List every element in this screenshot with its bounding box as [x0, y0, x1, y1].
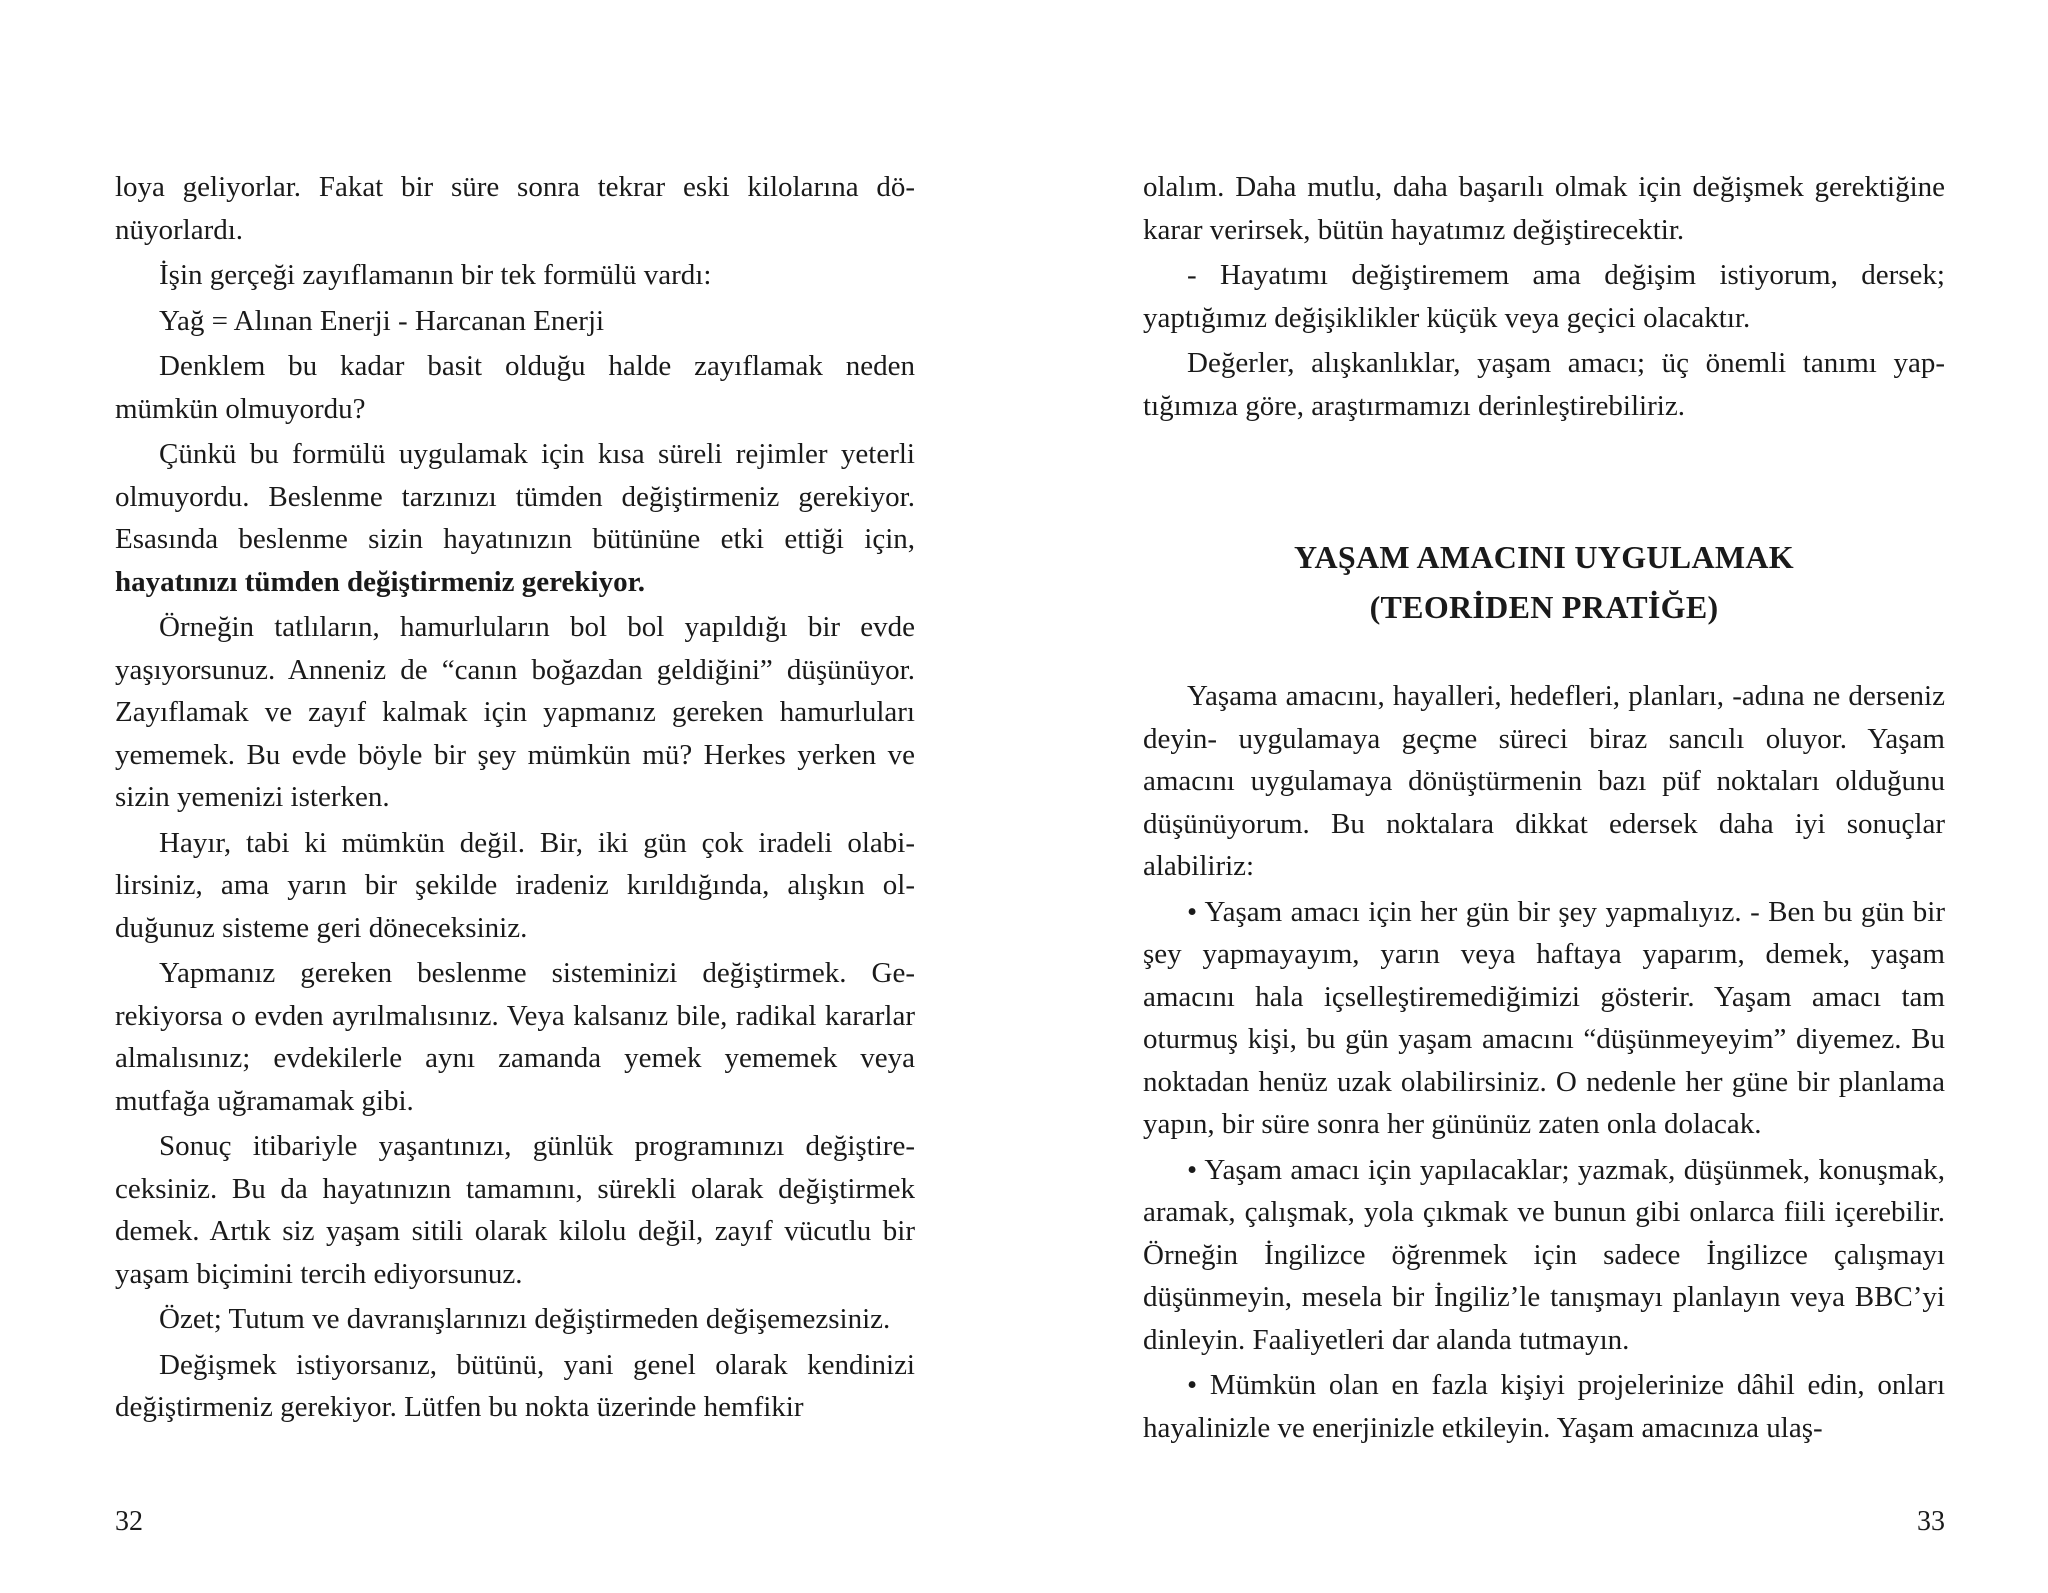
formula-line: Yağ = Alınan Enerji - Harcanan Enerji	[159, 304, 605, 337]
right-page	[1024, 0, 2048, 1593]
bullet-paragraph: • Yaşam amacı için yapılacaklar; yazmak, düşünmek, konuşmak, aramak, çalışmak, yola çıkmak ve bunun gibi onlarca fiili içerebilir. Örneğin İngilizce öğrenmek için sadece İngilizce çalışmayı düşünmeyin, mesela bir İngiliz’le tanışmayı planlayın veya BBC’yi dinleyin. Faaliyetleri dar alanda tutmayın.	[1143, 1153, 1945, 1356]
paragraph: loya geliyorlar. Fakat bir süre sonra tekrar eski kilolarına dönüyorlardı.	[115, 171, 915, 246]
paragraph: Değerler, alışkanlıklar, yaşam amacı; üç önemli tanımı yaptığımıza göre, araştırmamızı derinleştirebiliriz.	[1143, 347, 1945, 422]
paragraph: - Hayatımı değiştiremem ama değişim istiyorum, dersek; yaptığımız değişiklikler küçük veya geçici olacaktır.	[1143, 259, 1945, 334]
section-heading-line: YAŞAM AMACINI UYGULAMAK	[1294, 539, 1794, 575]
section-heading	[1143, 532, 1945, 632]
paragraph: Özet; Tutum ve davranışlarınızı değiştirmeden değişemezsiniz.	[159, 1303, 891, 1335]
paragraph: Denklem bu kadar basit olduğu halde zayıflamak neden mümkün olmuyordu?	[115, 350, 915, 425]
paragraph-text: Çünkü bu formülü uygulamak için kısa süreli rejimler yeterli olmuyordu. Beslenme tarzınızı tümden değiştirmeniz gerekiyor. Esasında beslenme sizin hayatınızın bütününe etki ettiği için,	[115, 438, 915, 555]
bullet-paragraph: • Mümkün olan en fazla kişiyi projelerinize dâhil edin, onları hayalinizle ve enerjinizle etkileyin. Yaşam amacınıza ulaş-	[1143, 1369, 1945, 1444]
paragraph: Örneğin tatlıların, hamurluların bol bol yapıldığı bir evde yaşıyorsunuz. Anneniz de “canın boğazdan geldiğini” düşünüyor. Zayıflamak ve zayıf kalmak için yapmanız gereken hamurluları yememek. Bu evde böyle bir şey mümkün mü? Herkes yerken ve sizin yemenizi isterken.	[115, 611, 915, 813]
paragraph: Yaşama amacını, hayalleri, hedefleri, planları, -adına ne derseniz deyin- uygulamaya geçme süreci biraz sancılı oluyor. Yaşam amacını uygulamaya dönüştürmenin bazı püf noktaları olduğunu düşünüyorum. Bu noktalara dikkat edersek daha iyi sonuçlar alabiliriz:	[1143, 680, 1945, 882]
paragraph: Değişmek istiyorsanız, bütünü, yani genel olarak kendinizi değiştirmeniz gerekiyor. Lütfen bu nokta üzerinde hemfikir	[115, 1348, 915, 1423]
paragraph	[115, 433, 915, 603]
bullet-paragraph: • Yaşam amacı için her gün bir şey yapmalıyız. - Ben bu gün bir şey yapmayayım, yarın veya haftaya yaparım, demek, yaşam amacını hala içselleştiremediğimizi gösterir. Yaşam amacı tam oturmuş kişi, bu gün yaşam amacını “düşünmeyeyim” diyemez. Bu noktadan henüz uzak olabilirsiniz. O nedenle her güne bir planlama yapın, bir süre sonra her gününüz zaten onla dolacak.	[1143, 895, 1945, 1140]
page-number: 33	[1917, 1506, 1945, 1537]
paragraph: Yapmanız gereken beslenme sisteminizi değiştirmek. Gerekiyorsa o evden ayrılmalısınız. Veya kalsanız bile, radikal kararlar almalısınız; evdekilerle aynı zamanda yemek yememek veya mutfağa uğramamak gibi.	[115, 957, 915, 1117]
page-number: 32	[115, 1506, 143, 1537]
paragraph: Sonuç itibariyle yaşantınızı, günlük programınızı değiştireceksiniz. Bu da hayatınızın tamamını, sürekli olarak değiştirmek demek. Artık siz yaşam sitili olarak kilolu değil, zayıf vücutlu bir yaşam biçimini tercih ediyorsunuz.	[115, 1130, 915, 1290]
paragraph: olalım. Daha mutlu, daha başarılı olmak için değişmek gerektiğine karar verirsek, bütün hayatımız değiştirecektir.	[1143, 171, 1945, 246]
paragraph: İşin gerçeği zayıflamanın bir tek formülü vardı:	[159, 259, 712, 291]
left-page-body	[115, 166, 915, 1432]
paragraph: Hayır, tabi ki mümkün değil. Bir, iki gün çok iradeli olabilirsiniz, ama yarın bir şekilde iradeniz kırıldığında, alışkın olduğunuz sisteme geri döneceksiniz.	[115, 826, 915, 944]
bold-emphasis: hayatınızı tümden değiştirmeniz gerekiyor.	[115, 565, 646, 598]
right-page-body-bottom	[1143, 675, 1945, 1452]
section-heading-subtitle: (TEORİDEN PRATİĞE)	[1369, 589, 1719, 625]
right-page-body-top	[1143, 166, 1945, 430]
